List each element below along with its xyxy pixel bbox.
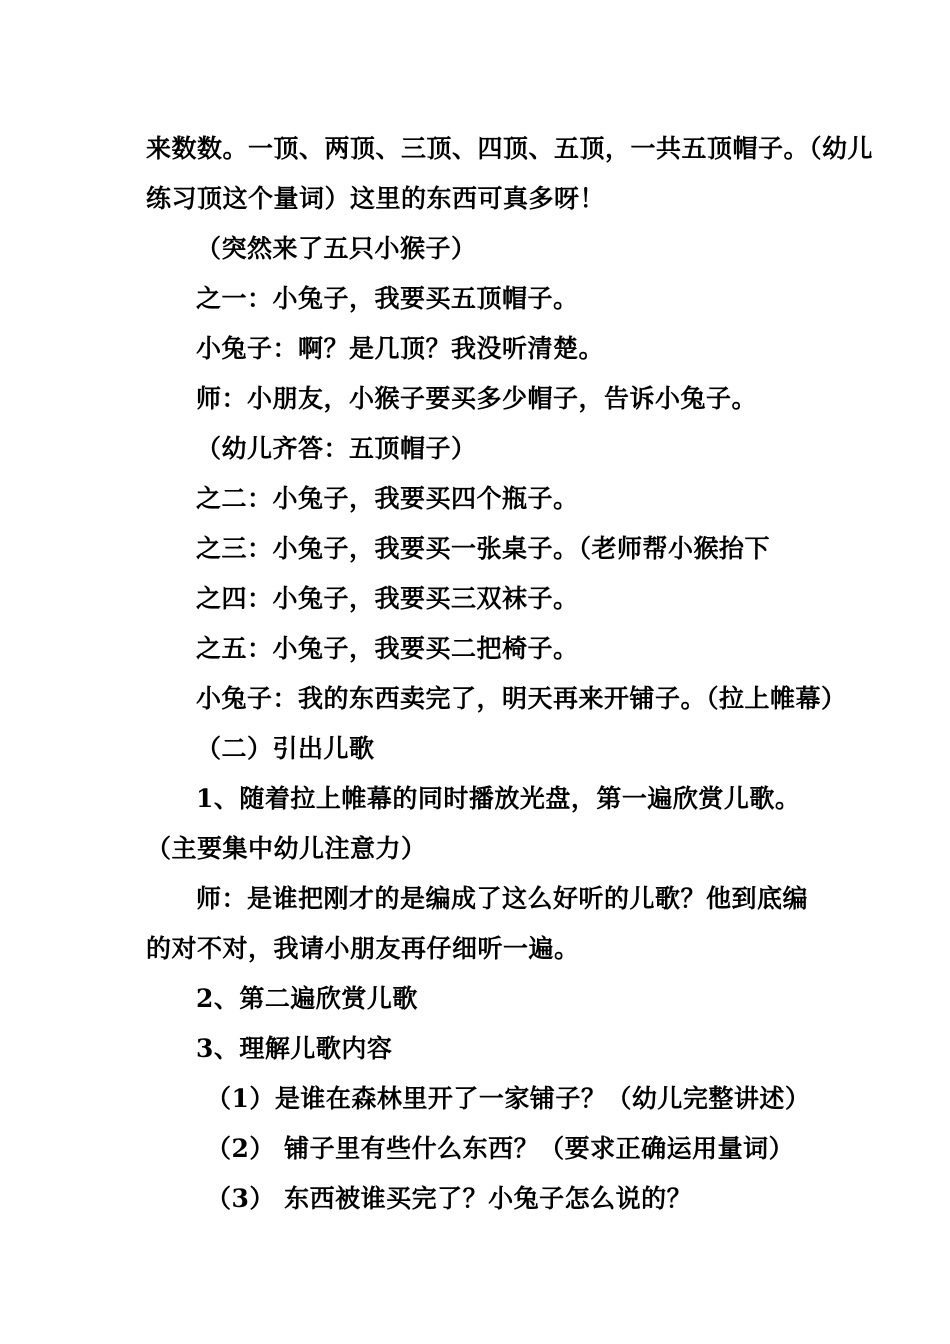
text-line-4: 之一：小兔子，我要买五顶帽子。	[196, 284, 579, 313]
text-line-6: 师：小朋友，小猴子要买多少帽子，告诉小兔子。	[196, 384, 758, 413]
text-line-19: 3、理解儿歌内容	[196, 1034, 393, 1063]
text-line-1: 来数数。一顶、两顶、三顶、四顶、五顶，一共五顶帽子。（幼儿	[146, 134, 874, 163]
text-line-3: （突然来了五只小猴子）	[196, 234, 477, 263]
text-line-9: 之三：小兔子，我要买一张桌子。（老师帮小猴抬下	[196, 534, 771, 563]
text-line-12: 小兔子：我的东西卖完了，明天再来开铺子。（拉上帷幕）	[196, 684, 847, 713]
text-line-10: 之四：小兔子，我要买三双袜子。	[196, 584, 579, 613]
text-line-5: 小兔子：啊？是几顶？我没听清楚。	[196, 334, 605, 363]
text-line-18: 2、第二遍欣赏儿歌	[196, 984, 418, 1013]
text-line-2: 练习顶这个量词）这里的东西可真多呀！	[146, 184, 606, 213]
text-line-7: （幼儿齐答：五顶帽子）	[196, 434, 477, 463]
text-line-16: 师：是谁把刚才的是编成了这么好听的儿歌？他到底编	[196, 884, 809, 913]
text-line-21: （2） 铺子里有些什么东西？（要求正确运用量词）	[206, 1134, 795, 1163]
text-line-11: 之五：小兔子，我要买二把椅子。	[196, 634, 579, 663]
text-line-17: 的对不对，我请小朋友再仔细听一遍。	[146, 934, 580, 963]
text-line-22: （3） 东西被谁买完了？小兔子怎么说的？	[206, 1184, 693, 1213]
text-line-15: （主要集中幼儿注意力）	[146, 834, 427, 863]
text-line-20: （1）是谁在森林里开了一家铺子？（幼儿完整讲述）	[206, 1084, 811, 1113]
text-line-8: 之二：小兔子，我要买四个瓶子。	[196, 484, 579, 513]
text-line-14: 1、随着拉上帷幕的同时播放光盘，第一遍欣赏儿歌。	[196, 784, 801, 813]
section-heading: （二）引出儿歌	[196, 734, 375, 763]
